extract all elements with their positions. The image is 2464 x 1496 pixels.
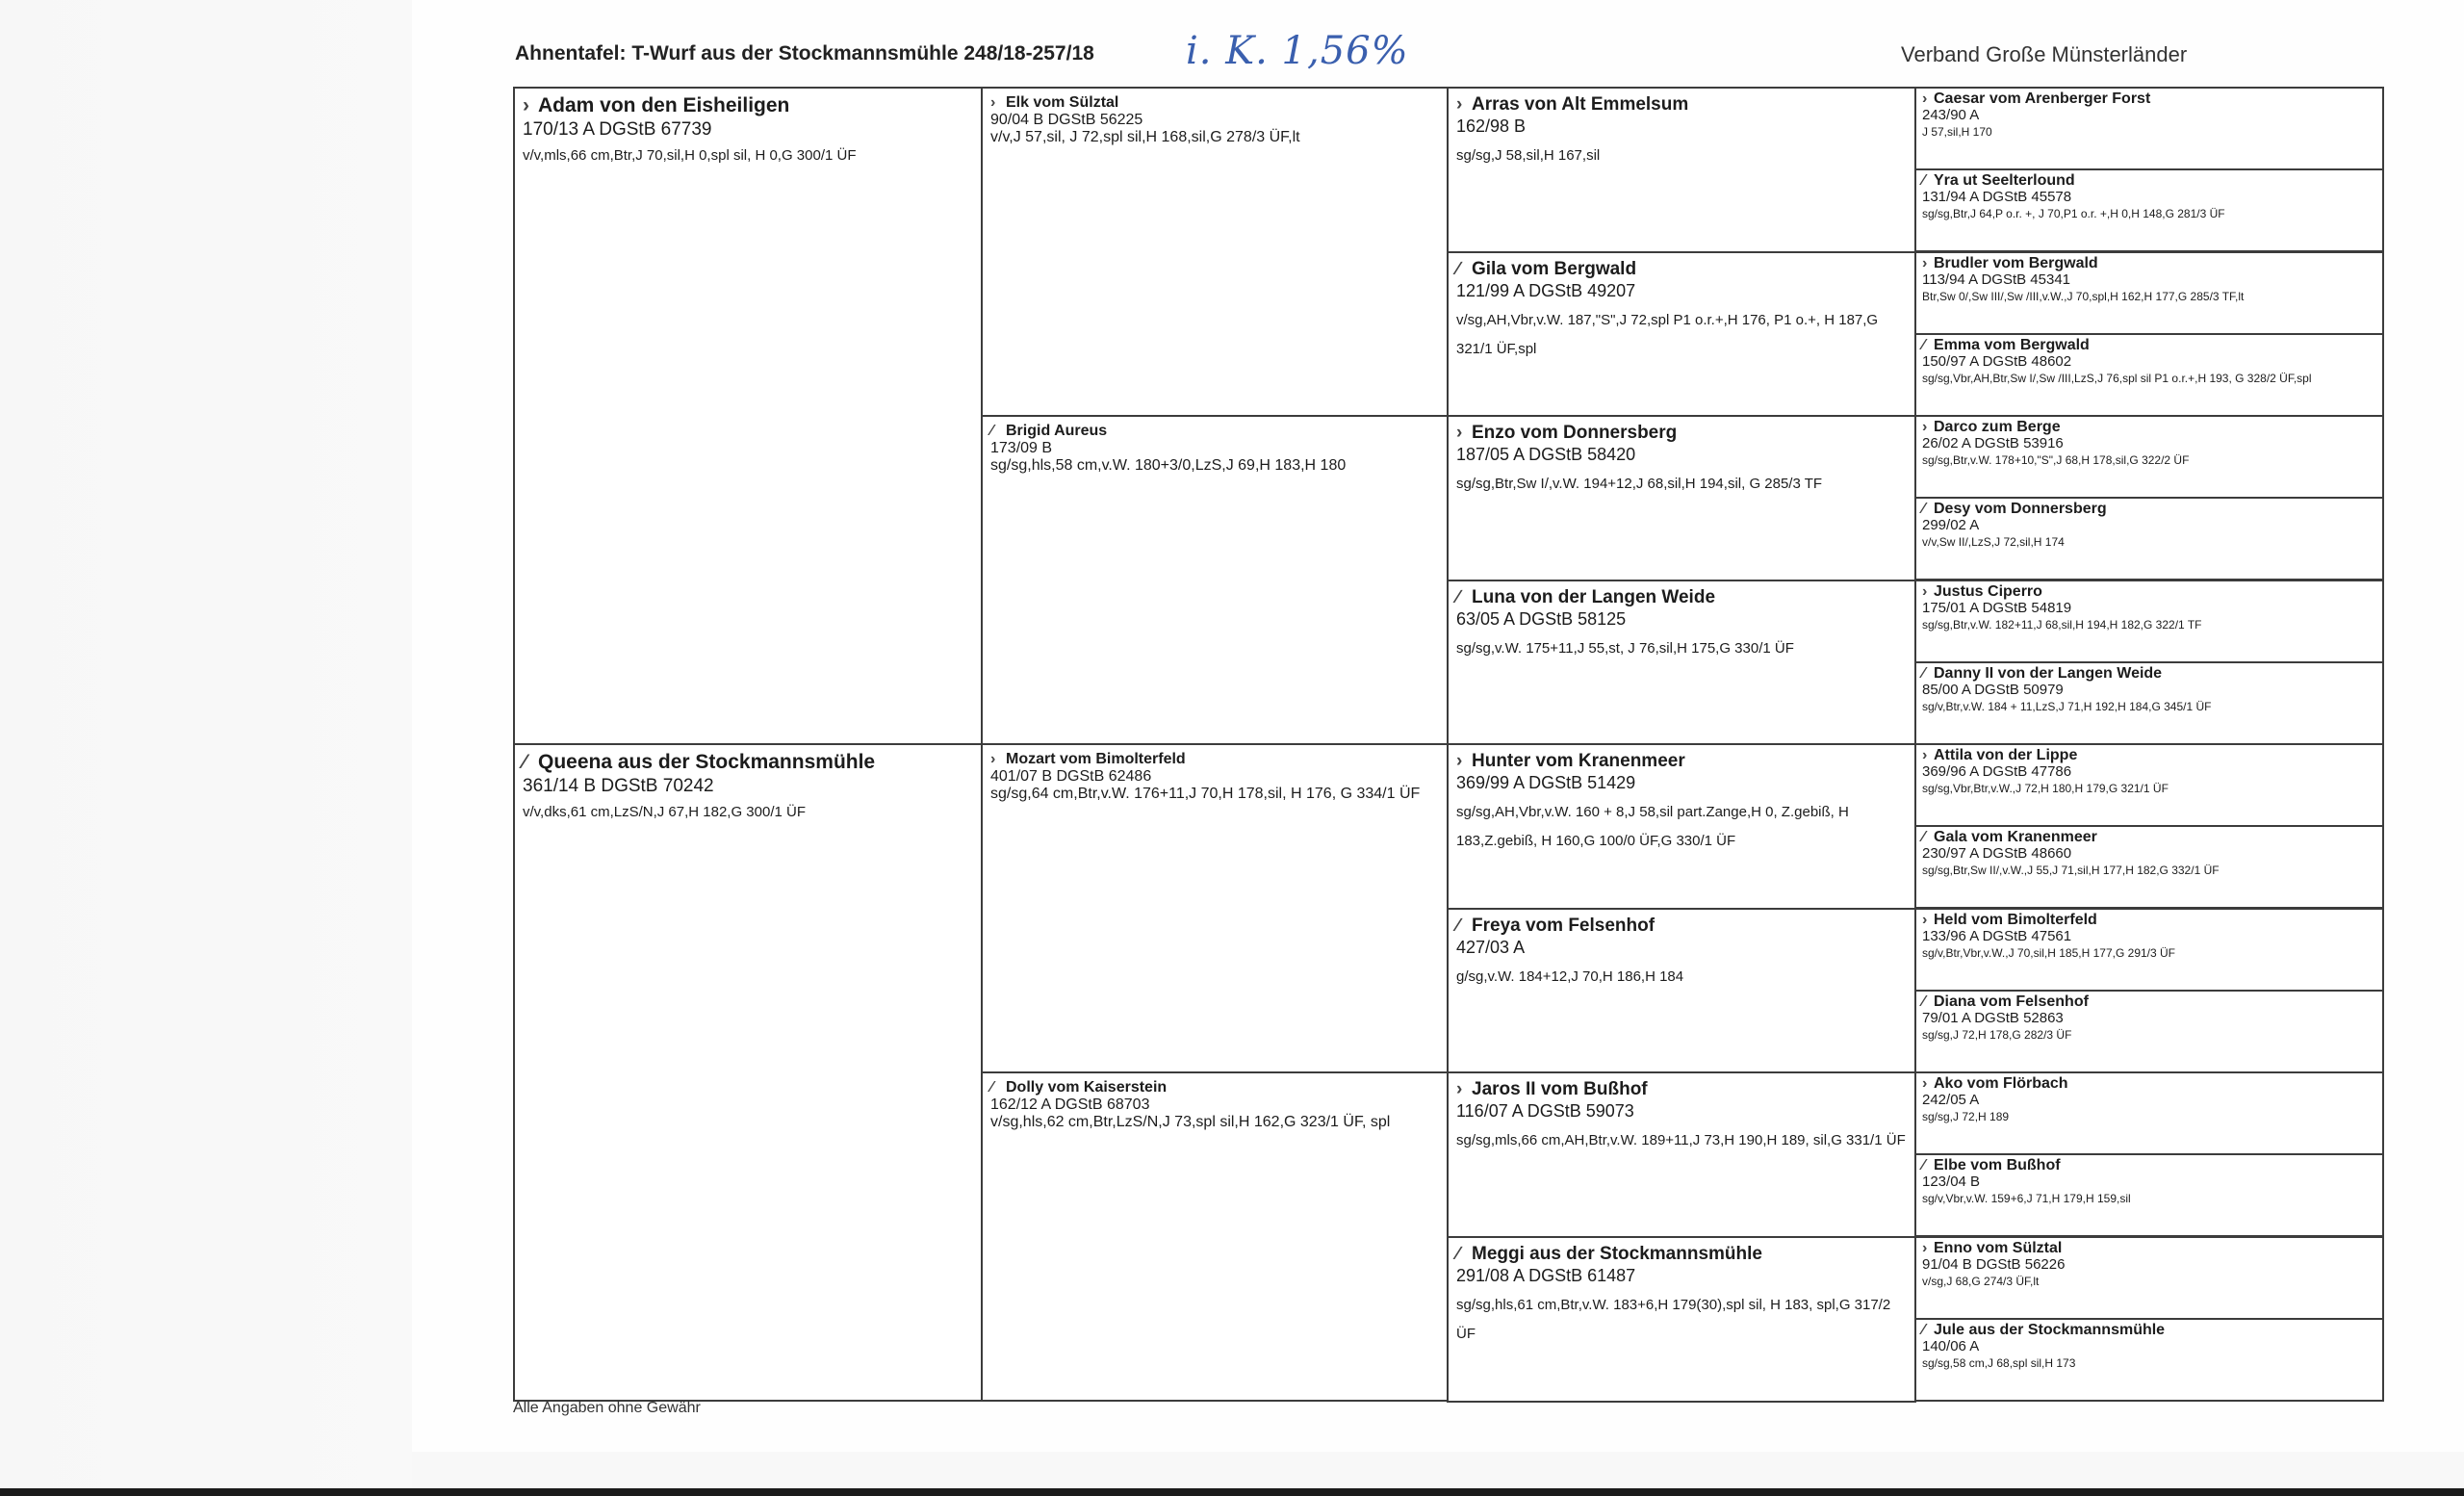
dog-name-text: Brigid Aureus [1006,423,1108,439]
dog-name [1922,1322,2376,1338]
dog-name-text: Jaros II vom Bußhof [1472,1079,1648,1099]
registration-number: 116/07 A DGStB 59073 [1456,1101,1634,1121]
pedigree-cell-g2-1 [981,87,1449,417]
performance-details: v/v,Sw II/,LzS,J 72,sil,H 174 [1922,535,2065,549]
pedigree-cell-g4-4 [1914,333,2384,417]
dog-name [523,94,973,117]
performance-details: sg/sg,J 58,sil,H 167,sil [1456,147,1601,164]
pedigree-cell-g3-2 [1447,251,1916,418]
dog-name [990,751,1439,768]
dog-name-text: Dolly vom Kaiserstein [1006,1079,1168,1096]
performance-details: sg/sg,v.W. 175+11,J 55,st, J 76,sil,H 175,G 330/1 ÜF [1456,640,1794,657]
dog-name [990,94,1439,112]
hand-mark-icon: ∕ [1456,916,1460,936]
scan-margin-left [0,0,412,1496]
hand-mark-icon: › [1456,423,1463,443]
registration-number: 131/94 A DGStB 45578 [1922,189,2072,205]
pedigree-cell-g2-3 [981,743,1449,1073]
performance-details: sg/sg,58 cm,J 68,spl sil,H 173 [1922,1356,2076,1370]
hand-mark-icon: › [1922,583,1928,600]
document-title: Ahnentafel: T-Wurf aus der Stockmannsmühle 248/18-257/18 [515,42,1094,64]
dog-name-text: Danny II von der Langen Weide [1934,665,2163,682]
performance-details: sg/v,Btr,v.W. 184 + 11,LzS,J 71,H 192,H 184,G 345/1 ÜF [1922,700,2212,713]
registration-number: 427/03 A [1456,938,1526,957]
pedigree-cell-g4-2 [1914,168,2384,252]
disclaimer-text: Alle Angaben ohne Gewähr [513,1400,701,1416]
dog-name-text: Gala vom Kranenmeer [1934,829,2097,845]
dog-name [1922,747,2376,763]
pedigree-cell-g4-13 [1914,1071,2384,1155]
dog-name [1456,1079,1907,1100]
registration-number: 26/02 A DGStB 53916 [1922,435,2064,451]
performance-details: sg/sg,hls,58 cm,v.W. 180+3/0,LzS,J 69,H 183,H 180 [990,457,1347,474]
hand-mark-icon: › [1922,1240,1928,1256]
dog-name [1456,751,1907,772]
hand-mark-icon: › [1922,90,1928,107]
pedigree-cell-g4-7 [1914,580,2384,663]
registration-number: 113/94 A DGStB 45341 [1922,271,2071,288]
pedigree-cell-g4-16 [1914,1318,2384,1402]
hand-mark-icon: › [1922,1075,1928,1092]
dog-name-text: Caesar vom Arenberger Forst [1934,90,2151,107]
dog-name [990,423,1439,440]
dog-name-text: Mozart vom Bimolterfeld [1006,751,1186,767]
dog-name [1922,993,2376,1010]
dog-name [1456,916,1907,937]
dog-name-text: Adam von den Eisheiligen [538,94,790,116]
performance-details: Btr,Sw 0/,Sw III/,Sw /III,v.W.,J 70,spl,H 162,H 177,G 285/3 TF,lt [1922,290,2245,303]
dog-name-text: Freya vom Felsenhof [1472,916,1656,936]
pedigree-cell-g1-1 [513,87,983,745]
registration-number: 187/05 A DGStB 58420 [1456,445,1636,464]
pedigree-cell-g2-4 [981,1071,1449,1402]
performance-details: v/v,dks,61 cm,LzS/N,J 67,H 182,G 300/1 ÜF [523,804,807,820]
registration-number: 162/12 A DGStB 68703 [990,1096,1150,1113]
registration-number: 133/96 A DGStB 47561 [1922,928,2072,944]
pedigree-cell-g4-9 [1914,743,2384,827]
dog-name [1922,1075,2376,1092]
performance-details: g/sg,v.W. 184+12,J 70,H 186,H 184 [1456,968,1684,985]
performance-details: sg/v,Btr,Vbr,v.W.,J 70,sil,H 185,H 177,G 291/3 ÜF [1922,946,2175,960]
performance-details: sg/sg,Vbr,AH,Btr,Sw I/,Sw /III,LzS,J 76,spl sil P1 o.r.+,H 193, G 328/2 ÜF,spl [1922,372,2312,385]
dog-name-text: Brudler vom Bergwald [1934,255,2098,271]
dog-name [1456,423,1907,444]
registration-number: 230/97 A DGStB 48660 [1922,845,2072,862]
hand-mark-icon: ∕ [1922,1322,1925,1338]
registration-number: 361/14 B DGStB 70242 [523,776,714,796]
pedigree-cell-g3-3 [1447,415,1916,581]
pedigree-cell-g4-8 [1914,661,2384,745]
registration-number: 91/04 B DGStB 56226 [1922,1256,2066,1273]
dog-name-text: Arras von Alt Emmelsum [1472,94,1689,115]
pedigree-cell-g4-6 [1914,497,2384,580]
pedigree-cell-g1-2 [513,743,983,1402]
registration-number: 162/98 B [1456,116,1527,136]
performance-details: v/v,J 57,sil, J 72,spl sil,H 168,sil,G 278/3 ÜF,lt [990,129,1300,145]
pedigree-cell-g4-12 [1914,990,2384,1073]
hand-mark-icon: › [1922,912,1928,928]
hand-mark-icon: › [1922,255,1928,271]
performance-details: v/sg,hls,62 cm,Btr,LzS/N,J 73,spl sil,H 162,G 323/1 ÜF, spl [990,1114,1391,1130]
hand-mark-icon: › [523,94,529,116]
dog-name-text: Enno vom Sülztal [1934,1240,2063,1256]
hand-mark-icon: ∕ [1922,829,1925,845]
registration-number: 121/99 A DGStB 49207 [1456,281,1636,300]
performance-details: sg/sg,hls,61 cm,Btr,v.W. 183+6,H 179(30),spl sil, H 183, spl,G 317/2 ÜF [1456,1297,1891,1342]
performance-details: sg/sg,J 72,H 189 [1922,1110,2010,1123]
performance-details: v/v,mls,66 cm,Btr,J 70,sil,H 0,spl sil, H 0,G 300/1 ÜF [523,147,857,164]
dog-name-text: Elk vom Sülztal [1006,94,1119,111]
pedigree-cell-g3-4 [1447,580,1916,746]
pedigree-cell-g3-5 [1447,743,1916,910]
pedigree-cell-g4-3 [1914,251,2384,335]
dog-name-text: Ako vom Flörbach [1934,1075,2068,1092]
pedigree-cell-g2-2 [981,415,1449,745]
hand-mark-icon: ∕ [1922,501,1925,517]
dog-name [1922,501,2376,517]
performance-details: sg/sg,J 72,H 178,G 282/3 ÜF [1922,1028,2072,1042]
dog-name [1456,587,1907,608]
performance-details: sg/sg,Vbr,Btr,v.W.,J 72,H 180,H 179,G 321/1 ÜF [1922,782,2169,795]
dog-name [990,1079,1439,1096]
registration-number: 291/08 A DGStB 61487 [1456,1266,1636,1285]
dog-name [1922,255,2376,271]
registration-number: 401/07 B DGStB 62486 [990,768,1152,785]
dog-name-text: Luna von der Langen Weide [1472,587,1716,607]
registration-number: 369/99 A DGStB 51429 [1456,773,1636,792]
hand-mark-icon: › [1456,94,1463,115]
dog-name-text: Diana vom Felsenhof [1934,993,2089,1010]
dog-name [523,751,973,774]
hand-mark-icon: › [1922,419,1928,435]
dog-name [1922,172,2376,189]
hand-mark-icon: › [990,751,996,767]
registration-number: 63/05 A DGStB 58125 [1456,609,1627,629]
performance-details: sg/sg,Btr,Sw I/,v.W. 194+12,J 68,sil,H 194,sil, G 285/3 TF [1456,476,1823,492]
handwritten-inbreeding-note: i. K. 1,56% [1186,29,1409,73]
performance-details: sg/sg,Btr,v.W. 182+11,J 68,sil,H 194,H 182,G 322/1 TF [1922,618,2202,632]
dog-name-text: Darco zum Berge [1934,419,2061,435]
registration-number: 90/04 B DGStB 56225 [990,112,1143,128]
dog-name [1922,90,2376,107]
registration-number: 175/01 A DGStB 54819 [1922,600,2072,616]
hand-mark-icon: › [1456,1079,1463,1099]
hand-mark-icon: ∕ [1456,587,1460,607]
dog-name-text: Meggi aus der Stockmannsmühle [1472,1244,1762,1264]
performance-details: sg/sg,Btr,Sw II/,v.W.,J 55,J 71,sil,H 177,H 182,G 332/1 ÜF [1922,864,2220,877]
dog-name-text: Queena aus der Stockmannsmühle [538,751,876,773]
dog-name [1922,337,2376,353]
dog-name-text: Attila von der Lippe [1934,747,2078,763]
dog-name [1922,583,2376,600]
registration-number: 170/13 A DGStB 67739 [523,119,712,140]
hand-mark-icon: ∕ [1922,337,1925,353]
performance-details: J 57,sil,H 170 [1922,125,1992,139]
registration-number: 123/04 B [1922,1174,1981,1190]
pedigree-cell-g3-1 [1447,87,1916,253]
pedigree-cell-g3-6 [1447,908,1916,1074]
hand-mark-icon: ∕ [1456,1244,1460,1264]
pedigree-cell-g3-7 [1447,1071,1916,1238]
dog-name-text: Elbe vom Bußhof [1934,1157,2061,1174]
dog-name-text: Enzo vom Donnersberg [1472,423,1678,443]
registration-number: 79/01 A DGStB 52863 [1922,1010,2064,1026]
dog-name-text: Emma vom Bergwald [1934,337,2090,353]
performance-details: v/sg,AH,Vbr,v.W. 187,"S",J 72,spl P1 o.r.+,H 176, P1 o.+, H 187,G 321/1 ÜF,spl [1456,312,1879,357]
dog-name [1922,1157,2376,1174]
association-name: Verband Große Münsterländer [1901,42,2188,66]
registration-number: 150/97 A DGStB 48602 [1922,353,2072,370]
dog-name-text: Desy vom Donnersberg [1934,501,2107,517]
scan-edge-bar [0,1488,2464,1496]
registration-number: 369/96 A DGStB 47786 [1922,763,2072,780]
pedigree-cell-g4-5 [1914,415,2384,499]
dog-name-text: Gila vom Bergwald [1472,259,1637,279]
performance-details: sg/sg,mls,66 cm,AH,Btr,v.W. 189+11,J 73,H 190,H 189, sil,G 331/1 ÜF [1456,1132,1906,1148]
dog-name [1922,419,2376,435]
dog-name-text: Hunter vom Kranenmeer [1472,751,1685,771]
hand-mark-icon: ∕ [990,1079,993,1096]
performance-details: sg/sg,64 cm,Btr,v.W. 176+11,J 70,H 178,sil, H 176, G 334/1 ÜF [990,786,1421,802]
hand-mark-icon: ∕ [990,423,993,439]
registration-number: 173/09 B [990,440,1053,456]
registration-number: 242/05 A [1922,1092,1980,1108]
dog-name [1922,665,2376,682]
dog-name [1922,829,2376,845]
performance-details: sg/sg,Btr,J 64,P o.r. +, J 70,P1 o.r. +,H 0,H 148,G 281/3 ÜF [1922,207,2225,220]
pedigree-cell-g4-10 [1914,825,2384,909]
performance-details: sg/sg,AH,Vbr,v.W. 160 + 8,J 58,sil part.Zange,H 0, Z.gebiß, H 183,Z.gebiß, H 160,G 100/0 ÜF,G 330/1 ÜF [1456,804,1849,849]
hand-mark-icon: › [990,94,996,111]
registration-number: 243/90 A [1922,107,1980,123]
hand-mark-icon: ∕ [523,751,526,773]
pedigree-cell-g4-1 [1914,87,2384,170]
pedigree-cell-g3-8 [1447,1236,1916,1403]
dog-name [1456,94,1907,116]
performance-details: sg/v,Vbr,v.W. 159+6,J 71,H 179,H 159,sil [1922,1192,2131,1205]
hand-mark-icon: › [1922,747,1928,763]
registration-number: 299/02 A [1922,517,1980,533]
dog-name [1922,1240,2376,1256]
dog-name [1922,912,2376,928]
dog-name-text: Held vom Bimolterfeld [1934,912,2097,928]
performance-details: sg/sg,Btr,v.W. 178+10,"S",J 68,H 178,sil,G 322/2 ÜF [1922,453,2190,467]
dog-name-text: Yra ut Seelterlound [1934,172,2075,189]
pedigree-cell-g4-14 [1914,1153,2384,1237]
pedigree-cell-g4-15 [1914,1236,2384,1320]
pedigree-cell-g4-11 [1914,908,2384,992]
registration-number: 85/00 A DGStB 50979 [1922,682,2064,698]
hand-mark-icon: ∕ [1922,1157,1925,1174]
hand-mark-icon: ∕ [1456,259,1460,279]
performance-details: v/sg,J 68,G 274/3 ÜF,lt [1922,1275,2040,1288]
registration-number: 140/06 A [1922,1338,1980,1354]
hand-mark-icon: ∕ [1922,993,1925,1010]
dog-name-text: Justus Ciperro [1934,583,2042,600]
hand-mark-icon: ∕ [1922,665,1925,682]
dog-name [1456,259,1907,280]
hand-mark-icon: ∕ [1922,172,1925,189]
hand-mark-icon: › [1456,751,1463,771]
dog-name-text: Jule aus der Stockmannsmühle [1934,1322,2166,1338]
dog-name [1456,1244,1907,1265]
